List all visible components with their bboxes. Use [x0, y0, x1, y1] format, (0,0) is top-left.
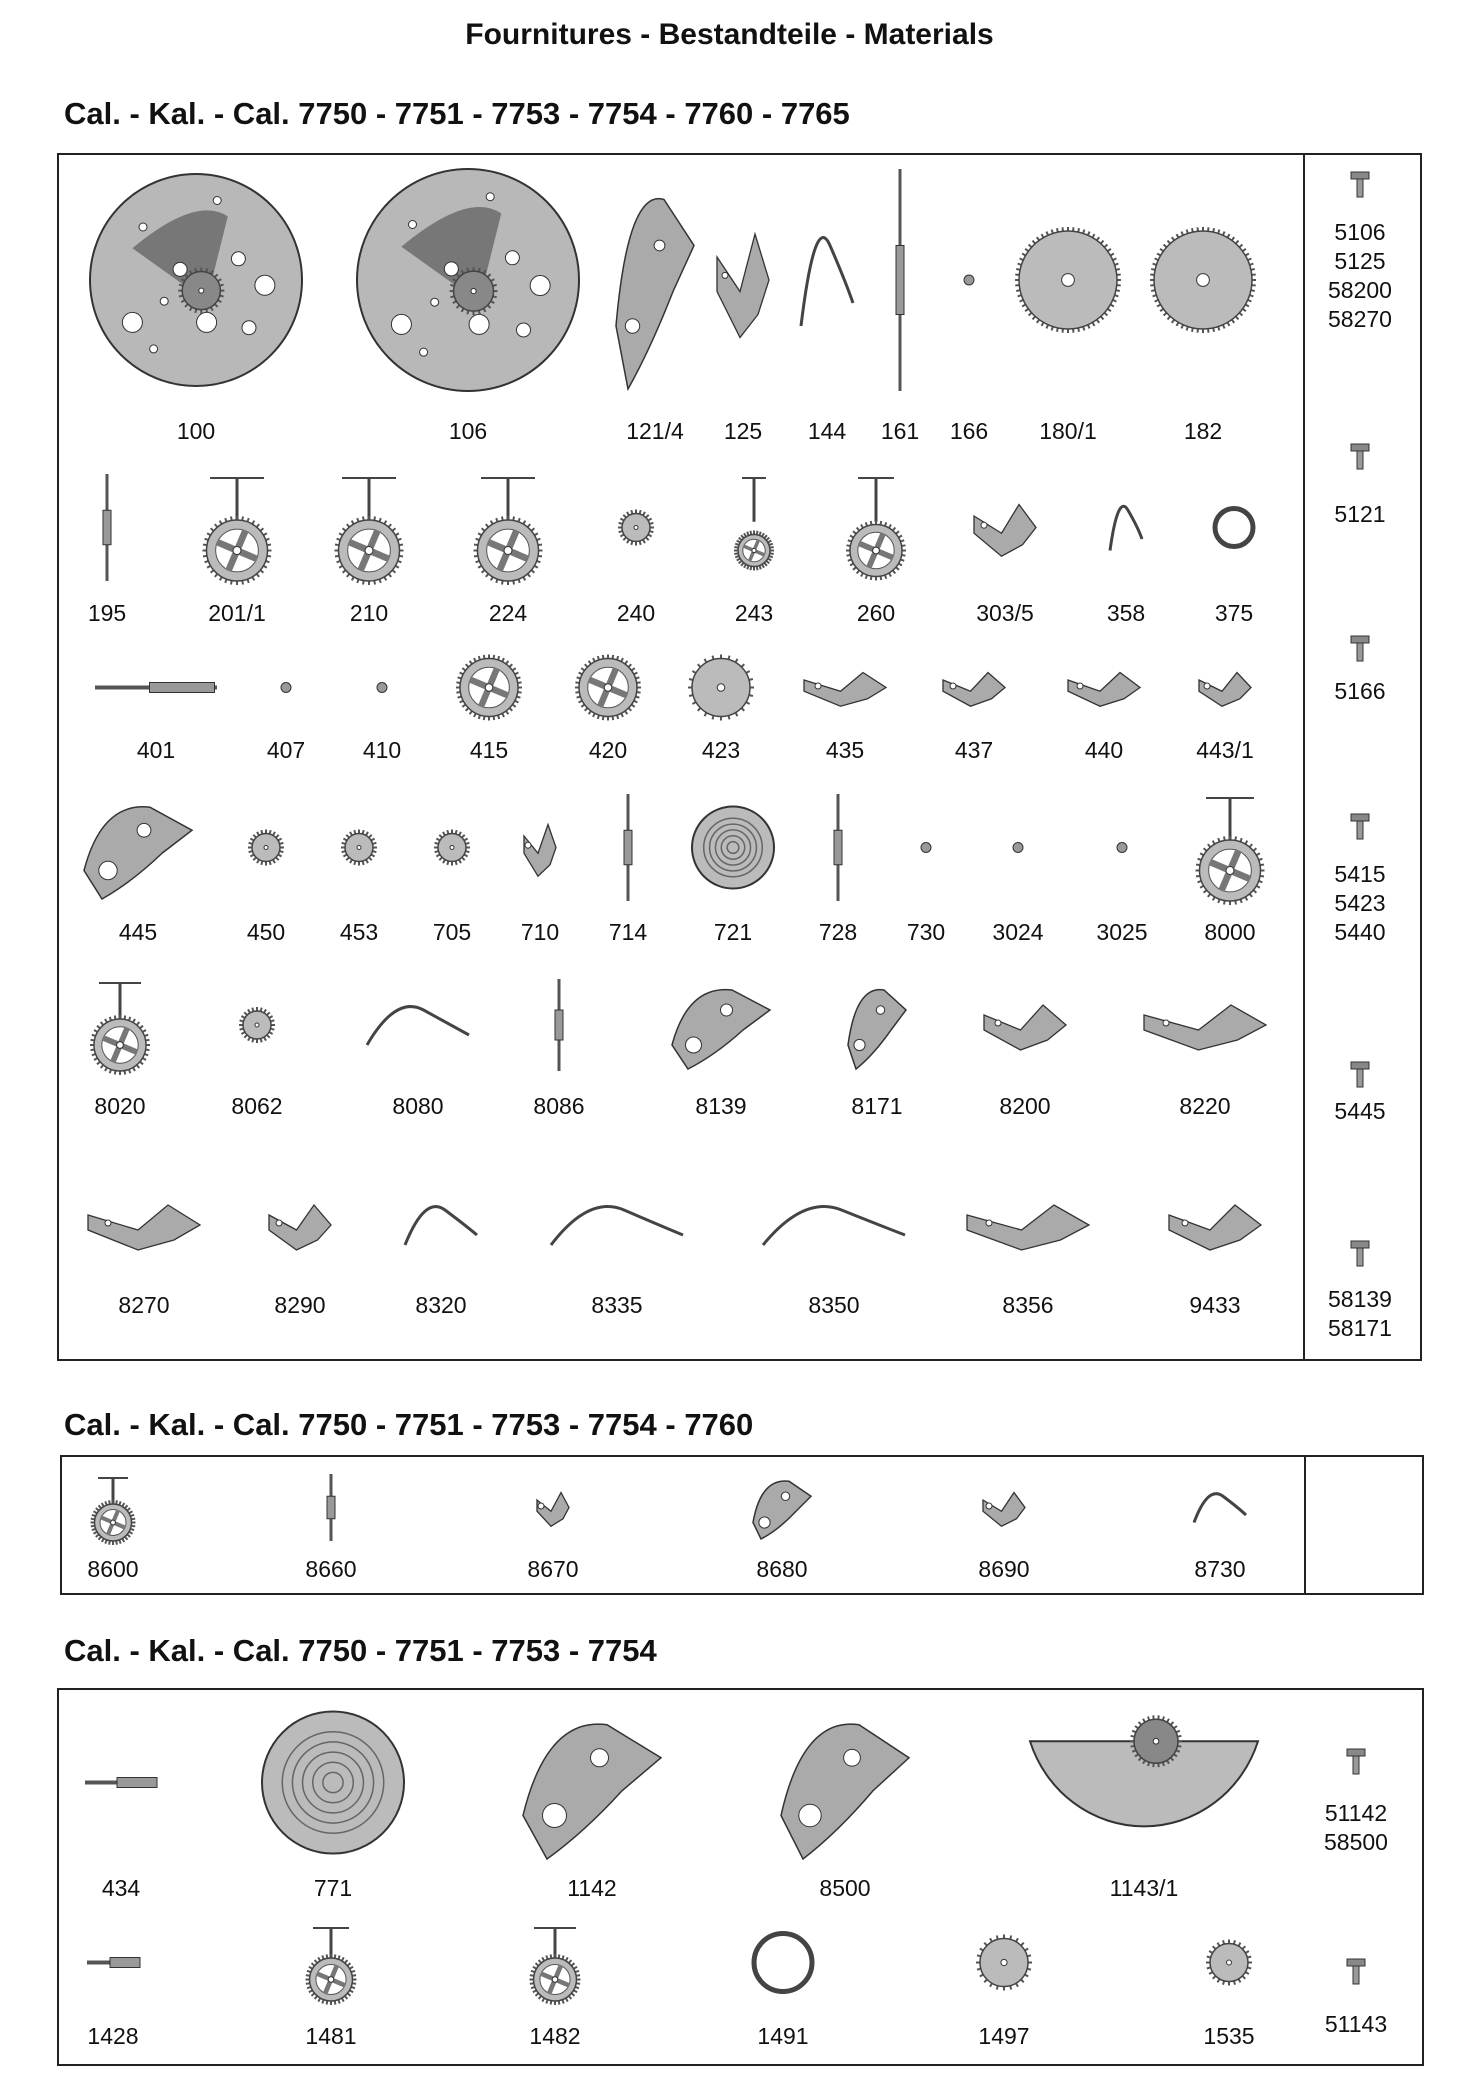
part-drawing — [520, 790, 560, 905]
part-illustration — [301, 1920, 361, 2005]
part-illustration — [85, 975, 155, 1075]
part-drawing — [573, 650, 643, 725]
part-number: 434 — [101, 1875, 141, 1901]
section-heading-3: Cal. - Kal. - Cal. 7750 - 7751 - 7753 - 7754 — [64, 1633, 657, 1668]
part-drawing — [1204, 1920, 1254, 2005]
part-illustration — [91, 650, 221, 725]
part-drawing — [1106, 470, 1146, 585]
part-illustration — [1003, 790, 1033, 905]
part-drawing — [533, 1470, 573, 1545]
section-heading-1: Cal. - Kal. - Cal. 7750 - 7751 - 7753 - 7754 - 7760 - 7765 — [64, 96, 850, 131]
part-illustration — [192, 470, 282, 585]
part-number: 8086 — [533, 1093, 585, 1119]
part-number: 195 — [87, 600, 127, 626]
screw-column-divider — [1304, 1457, 1306, 1593]
part-illustration — [83, 1920, 143, 2005]
part-drawing — [78, 790, 198, 905]
part-number: 106 — [448, 418, 488, 444]
part-illustration — [84, 1175, 204, 1275]
part-drawing — [401, 1175, 481, 1275]
part-illustration — [432, 790, 472, 905]
part-number: 415 — [469, 737, 509, 763]
part-illustration — [748, 1920, 818, 2005]
part-illustration — [339, 790, 379, 905]
page-title: Fournitures - Bestandteile - Materials — [465, 18, 994, 51]
part-drawing — [1024, 1700, 1264, 1865]
part-drawing — [372, 650, 392, 725]
part-number: 423 — [701, 737, 741, 763]
part-illustration — [1195, 650, 1255, 725]
part-drawing — [759, 1175, 909, 1275]
part-drawing — [192, 470, 282, 585]
part-drawing — [916, 790, 936, 905]
screw-drawing — [1341, 1745, 1371, 1779]
part-illustration — [1165, 1175, 1265, 1275]
part-drawing — [980, 975, 1070, 1075]
part-illustration — [747, 1470, 817, 1545]
part-drawing — [688, 790, 778, 905]
part-illustration — [276, 650, 296, 725]
screw-icon — [1345, 632, 1375, 666]
part-number: 121/4 — [626, 418, 684, 444]
part-number: 3024 — [992, 919, 1044, 945]
part-illustration — [686, 650, 756, 725]
part-illustration — [258, 1700, 408, 1865]
screw-icon — [1345, 810, 1375, 844]
part-illustration — [81, 1700, 161, 1865]
part-illustration — [890, 165, 910, 395]
part-drawing — [734, 470, 774, 585]
part-number: 730 — [906, 919, 946, 945]
screw-number: 5121 — [1334, 501, 1386, 527]
part-illustration — [775, 1700, 915, 1865]
part-drawing — [979, 1470, 1029, 1545]
part-illustration — [520, 790, 560, 905]
screw-number: 5106 — [1334, 219, 1386, 245]
part-illustration — [1024, 1700, 1264, 1865]
part-number: 144 — [807, 418, 847, 444]
part-illustration — [734, 470, 774, 585]
part-illustration — [544, 975, 574, 1075]
part-number: 445 — [118, 919, 158, 945]
part-drawing — [1190, 1470, 1250, 1545]
screw-icon — [1345, 1058, 1375, 1092]
part-drawing — [974, 1920, 1034, 2005]
part-drawing — [91, 650, 221, 725]
part-number: 375 — [1214, 600, 1254, 626]
part-number: 728 — [818, 919, 858, 945]
part-number: 401 — [136, 737, 176, 763]
screw-drawing — [1345, 632, 1375, 666]
screw-drawing — [1345, 1237, 1375, 1271]
screw-drawing — [1345, 440, 1375, 474]
part-drawing — [775, 1700, 915, 1865]
part-drawing — [1165, 1175, 1265, 1275]
part-illustration — [618, 790, 638, 905]
part-drawing — [517, 1700, 667, 1865]
part-number: 8680 — [756, 1556, 808, 1582]
part-illustration — [616, 470, 656, 585]
screw-number-group — [1296, 2010, 1416, 2039]
part-illustration — [797, 165, 857, 395]
part-number: 420 — [588, 737, 628, 763]
part-illustration — [1107, 790, 1137, 905]
screw-number: 5415 — [1334, 861, 1386, 887]
part-illustration — [916, 790, 936, 905]
part-illustration — [974, 1920, 1034, 2005]
part-drawing — [713, 165, 773, 395]
part-drawing — [84, 1175, 204, 1275]
screw-number: 58500 — [1324, 1829, 1388, 1855]
part-number: 8062 — [231, 1093, 283, 1119]
part-drawing — [748, 1920, 818, 2005]
screw-number: 5166 — [1334, 678, 1386, 704]
part-number: 125 — [723, 418, 763, 444]
screw-number: 58200 — [1328, 277, 1392, 303]
part-number: 721 — [713, 919, 753, 945]
part-number: 8139 — [695, 1093, 747, 1119]
part-illustration — [363, 975, 473, 1075]
part-drawing — [258, 1700, 408, 1865]
part-drawing — [353, 165, 583, 395]
part-illustration — [311, 1470, 351, 1545]
part-number: 705 — [432, 919, 472, 945]
part-number: 8690 — [978, 1556, 1030, 1582]
part-number: 407 — [266, 737, 306, 763]
part-drawing — [1140, 975, 1270, 1075]
part-number: 8350 — [808, 1292, 860, 1318]
part-illustration — [1013, 165, 1123, 395]
part-illustration — [372, 650, 392, 725]
part-illustration — [979, 1470, 1029, 1545]
part-drawing — [432, 790, 472, 905]
part-number: 1535 — [1203, 2023, 1255, 2049]
part-number: 8335 — [591, 1292, 643, 1318]
screw-number-group — [1300, 1285, 1420, 1343]
screw-drawing — [1345, 1058, 1375, 1092]
part-illustration — [610, 165, 700, 395]
part-number: 443/1 — [1196, 737, 1254, 763]
screw-icon — [1345, 168, 1375, 202]
screw-number-group — [1300, 860, 1420, 947]
part-illustration — [547, 1175, 687, 1275]
part-number: 161 — [880, 418, 920, 444]
part-illustration — [86, 165, 306, 395]
part-illustration — [959, 165, 979, 395]
screw-number-group — [1300, 1097, 1420, 1126]
part-number: 1428 — [87, 2023, 139, 2049]
part-drawing — [747, 1470, 817, 1545]
part-number: 8600 — [87, 1556, 139, 1582]
part-number: 437 — [954, 737, 994, 763]
part-drawing — [265, 1175, 335, 1275]
screw-number: 51142 — [1324, 1800, 1388, 1826]
screw-number: 5445 — [1334, 1098, 1386, 1124]
part-illustration — [970, 470, 1040, 585]
part-illustration — [826, 790, 851, 905]
part-drawing — [616, 470, 656, 585]
part-illustration — [1140, 975, 1270, 1075]
screw-drawing — [1341, 1955, 1371, 1989]
part-number: 771 — [313, 1875, 353, 1901]
part-illustration — [1209, 470, 1259, 585]
part-drawing — [1195, 650, 1255, 725]
part-number: 1482 — [529, 2023, 581, 2049]
part-illustration — [401, 1175, 481, 1275]
part-drawing — [339, 790, 379, 905]
part-number: 1143/1 — [1109, 1875, 1179, 1901]
screw-number-group — [1296, 1799, 1416, 1857]
part-illustration — [78, 790, 198, 905]
screw-number: 5125 — [1334, 248, 1386, 274]
screw-drawing — [1345, 168, 1375, 202]
part-drawing — [666, 975, 776, 1075]
screw-number: 5423 — [1334, 890, 1386, 916]
part-number: 1491 — [757, 2023, 809, 2049]
screw-icon — [1341, 1955, 1371, 1989]
part-drawing — [83, 1920, 143, 2005]
part-number: 410 — [362, 737, 402, 763]
part-drawing — [520, 1920, 590, 2005]
part-drawing — [970, 470, 1040, 585]
part-drawing — [797, 165, 857, 395]
part-number: 3025 — [1096, 919, 1148, 945]
part-number: 8290 — [274, 1292, 326, 1318]
part-drawing — [800, 650, 890, 725]
part-illustration — [666, 975, 776, 1075]
part-drawing — [963, 1175, 1093, 1275]
part-drawing — [363, 975, 473, 1075]
screw-icon — [1345, 440, 1375, 474]
part-drawing — [1148, 165, 1258, 395]
screw-number: 5440 — [1334, 919, 1386, 945]
part-illustration — [759, 1175, 909, 1275]
part-number: 210 — [349, 600, 389, 626]
part-drawing — [1209, 470, 1259, 585]
part-illustration — [1190, 1470, 1250, 1545]
part-drawing — [686, 650, 756, 725]
part-number: 166 — [949, 418, 989, 444]
screw-drawing — [1345, 810, 1375, 844]
part-illustration — [353, 165, 583, 395]
part-number: 8171 — [851, 1093, 903, 1119]
part-illustration — [1204, 1920, 1254, 2005]
part-drawing — [1013, 165, 1123, 395]
part-illustration — [1148, 165, 1258, 395]
part-illustration — [237, 975, 277, 1075]
part-illustration — [324, 470, 414, 585]
part-illustration — [573, 650, 643, 725]
part-drawing — [246, 790, 286, 905]
part-drawing — [92, 470, 122, 585]
part-number: 8320 — [415, 1292, 467, 1318]
part-drawing — [454, 650, 524, 725]
screw-icon — [1345, 1237, 1375, 1271]
part-drawing — [547, 1175, 687, 1275]
part-illustration — [454, 650, 524, 725]
part-number: 201/1 — [208, 600, 266, 626]
part-number: 8670 — [527, 1556, 579, 1582]
screw-number: 58270 — [1328, 306, 1392, 332]
part-number: 8500 — [819, 1875, 871, 1901]
part-number: 710 — [520, 919, 560, 945]
part-number: 8020 — [94, 1093, 146, 1119]
part-number: 8000 — [1204, 919, 1256, 945]
part-drawing — [463, 470, 553, 585]
part-drawing — [544, 975, 574, 1075]
part-number: 1142 — [567, 1875, 617, 1901]
part-illustration — [92, 470, 122, 585]
part-drawing — [237, 975, 277, 1075]
part-number: 8200 — [999, 1093, 1051, 1119]
part-drawing — [311, 1470, 351, 1545]
part-number: 714 — [608, 919, 648, 945]
part-illustration — [1106, 470, 1146, 585]
part-number: 8270 — [118, 1292, 170, 1318]
part-number: 453 — [339, 919, 379, 945]
part-drawing — [842, 975, 912, 1075]
section-heading-2: Cal. - Kal. - Cal. 7750 - 7751 - 7753 - 7754 - 7760 — [64, 1407, 754, 1442]
part-number: 440 — [1084, 737, 1124, 763]
part-drawing — [610, 165, 700, 395]
part-number: 8660 — [305, 1556, 357, 1582]
part-drawing — [826, 790, 851, 905]
part-drawing — [1190, 790, 1270, 905]
part-drawing — [846, 470, 906, 585]
part-drawing — [301, 1920, 361, 2005]
part-number: 1497 — [978, 2023, 1030, 2049]
part-illustration — [246, 790, 286, 905]
part-illustration — [842, 975, 912, 1075]
part-illustration — [533, 1470, 573, 1545]
part-number: 1481 — [305, 2023, 357, 2049]
screw-number: 58139 — [1328, 1286, 1392, 1312]
part-drawing — [959, 165, 979, 395]
screw-icon — [1341, 1745, 1371, 1779]
part-drawing — [324, 470, 414, 585]
part-number: 9433 — [1189, 1292, 1241, 1318]
part-illustration — [688, 790, 778, 905]
screw-number-group — [1300, 677, 1420, 706]
part-drawing — [939, 650, 1009, 725]
part-number: 240 — [616, 600, 656, 626]
part-drawing — [81, 1700, 161, 1865]
part-drawing — [890, 165, 910, 395]
part-illustration — [939, 650, 1009, 725]
part-drawing — [88, 1470, 138, 1545]
part-illustration — [265, 1175, 335, 1275]
part-number: 8080 — [392, 1093, 444, 1119]
part-drawing — [85, 975, 155, 1075]
part-illustration — [980, 975, 1070, 1075]
part-number: 450 — [246, 919, 286, 945]
part-number: 100 — [176, 418, 216, 444]
part-drawing — [1107, 790, 1137, 905]
part-number: 182 — [1183, 418, 1223, 444]
screw-number: 51143 — [1324, 2011, 1388, 2037]
part-number: 303/5 — [976, 600, 1034, 626]
part-number: 260 — [856, 600, 896, 626]
part-drawing — [276, 650, 296, 725]
part-number: 180/1 — [1039, 418, 1097, 444]
part-drawing — [1064, 650, 1144, 725]
part-number: 224 — [488, 600, 528, 626]
part-number: 8220 — [1179, 1093, 1231, 1119]
part-number: 8730 — [1194, 1556, 1246, 1582]
part-illustration — [963, 1175, 1093, 1275]
screw-column-divider — [1303, 155, 1305, 1359]
part-number: 8356 — [1002, 1292, 1054, 1318]
part-illustration — [713, 165, 773, 395]
part-illustration — [846, 470, 906, 585]
part-drawing — [618, 790, 638, 905]
part-drawing — [86, 165, 306, 395]
part-number: 358 — [1106, 600, 1146, 626]
part-drawing — [1003, 790, 1033, 905]
screw-number-group — [1300, 500, 1420, 529]
part-number: 435 — [825, 737, 865, 763]
screw-number-group — [1300, 218, 1420, 334]
part-illustration — [463, 470, 553, 585]
part-illustration — [1064, 650, 1144, 725]
screw-number: 58171 — [1328, 1315, 1392, 1341]
part-illustration — [800, 650, 890, 725]
part-illustration — [517, 1700, 667, 1865]
part-illustration — [88, 1470, 138, 1545]
part-number: 243 — [734, 600, 774, 626]
part-illustration — [1190, 790, 1270, 905]
part-illustration — [520, 1920, 590, 2005]
